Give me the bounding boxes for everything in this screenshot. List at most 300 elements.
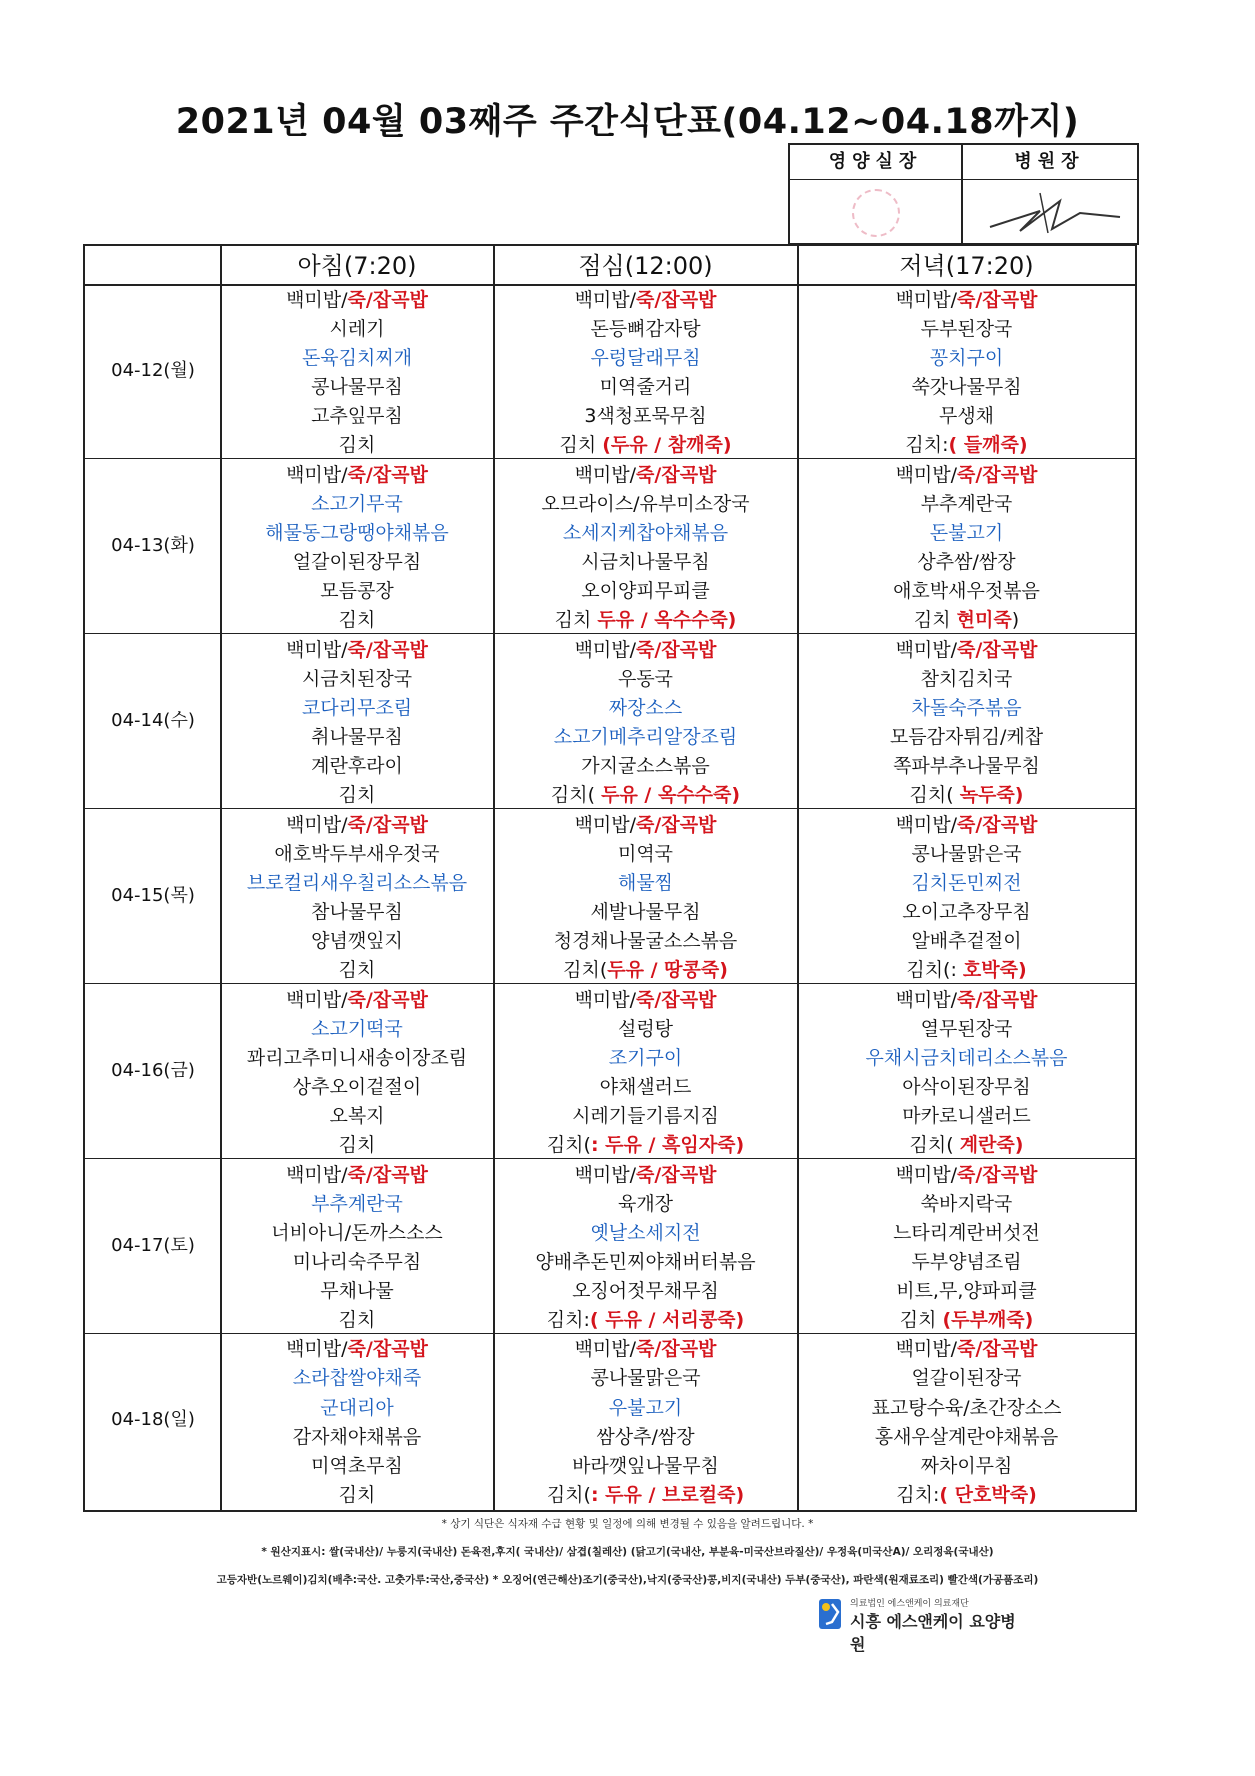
menu-item [221,1161,493,1190]
menu-item [798,606,1135,635]
menu-item [494,1481,797,1510]
menu-item [798,519,1135,548]
menu-item [221,1277,493,1306]
menu-item [221,1364,493,1393]
menu-item-text: 두유 / 옥수수죽) [597,609,737,632]
menu-item-text: 백미밥/ [286,988,348,1011]
menu-item-text: 죽/잡곡밥 [636,1338,717,1361]
menu-item [494,752,797,781]
menu-item-text: 백미밥/ [895,289,958,311]
menu-item [494,431,797,460]
day-date: 04-15(목) [111,884,195,906]
dinner-menu [798,635,1135,811]
menu-item [494,1219,797,1248]
menu-item [221,956,493,985]
menu-item [494,1102,797,1131]
menu-item-text: 미역줄거리 [599,376,692,399]
menu-item [494,344,797,373]
menu-item-text: 죽/잡곡밥 [957,988,1038,1011]
menu-item-text: 죽/잡곡밥 [636,813,717,836]
menu-item [221,344,493,373]
menu-item-text: 브로컬리새우칠리소스볶음 [246,871,468,894]
menu-item-text: 미나리숙주무침 [292,1250,422,1273]
day-row [85,285,1135,459]
lunch-menu [494,1160,797,1336]
menu-item-text: 호박죽) [962,959,1027,982]
menu-item-text: 김치( [909,784,960,807]
menu-item-text: 죽/잡곡밥 [957,1163,1038,1186]
menu-item-text: 김치 [554,609,598,632]
menu-item [221,1044,493,1073]
menu-item-text: 백미밥/ [286,638,348,661]
menu-item-text: 죽/잡곡밥 [347,988,428,1011]
table-header-row [85,246,1135,286]
menu-item [798,344,1135,373]
menu-item-text: 알배추겉절이 [911,930,1022,953]
menu-item-text: 김치 [338,609,376,632]
menu-item-text: 해물찜 [617,871,674,894]
menu-item-text: 미역초무침 [311,1454,403,1477]
menu-item [494,490,797,519]
menu-item-text: 죽/잡곡밥 [636,638,717,661]
menu-item [494,636,797,665]
menu-item-text: 김치( [550,784,602,807]
menu-item-text: 애호박두부새우젓국 [274,842,440,865]
page-title: 2021년 04월 03째주 주간식단표(04.12~04.18까지) [175,102,1080,142]
menu-item-text: (두부깨죽) [942,1308,1034,1331]
menu-item [221,1423,493,1452]
menu-item [798,1102,1135,1131]
dinner-menu [798,985,1135,1161]
menu-item-text: 죽/잡곡밥 [636,463,717,486]
menu-item-text: 아삭이된장무침 [902,1075,1031,1098]
menu-item [798,1335,1135,1364]
menu-item [221,694,493,723]
logo-foundation-name: 의료법인 에스앤케이 의료재단 [850,1599,969,1609]
menu-item-text: 김치돈민찌전 [911,871,1022,894]
director-signature [980,183,1130,239]
menu-item [221,1306,493,1335]
menu-item-text: 콩나물무침 [311,376,403,399]
menu-item [494,811,797,840]
day-date: 04-14(수) [111,709,195,731]
menu-item-text: 백미밥/ [895,1163,958,1186]
menu-item [494,1190,797,1219]
menu-item [221,1015,493,1044]
menu-item-text: 마카로니샐러드 [902,1104,1031,1127]
menu-item-text: 홍새우살계란야채볶음 [874,1425,1059,1448]
menu-item [798,1131,1135,1160]
menu-item-text: 얼갈이된장무침 [292,551,422,574]
menu-item-text: 우렁달래무침 [590,347,701,370]
menu-item-text: 해물동그랑땡야채볶음 [265,522,449,545]
weekly-menu-table [83,244,1137,1512]
menu-item-text: 죽/잡곡밥 [347,813,428,836]
menu-item-text: 죽/잡곡밥 [957,1338,1038,1361]
menu-item-text: 군대리아 [320,1396,394,1419]
menu-item-text: 죽/잡곡밥 [636,1163,717,1186]
menu-item [798,490,1135,519]
menu-item-text: 시금치나물무침 [581,551,710,574]
menu-item [494,519,797,548]
menu-item [494,723,797,752]
menu-item [221,781,493,810]
breakfast-menu [221,810,493,986]
menu-item [798,752,1135,781]
menu-item-text: ) [1011,609,1020,632]
menu-item-text: 돈등뼈감자탕 [590,318,701,341]
menu-item-text: 김치: [546,1308,590,1331]
menu-item-text: 소고기메추리알장조림 [553,726,738,749]
lunch-menu [494,810,797,986]
menu-item [494,1335,797,1364]
approval-director-head: 병원장 [962,145,1137,180]
menu-item [798,898,1135,927]
menu-item-text: 김치( [546,1134,591,1157]
column-divider [797,246,799,1510]
menu-item [798,1044,1135,1073]
menu-item-text: 김치( [546,1483,591,1506]
header-lunch: 점심(12:00) [578,252,713,280]
menu-item-text: 상추오이겉절이 [292,1075,422,1098]
menu-item-text: 김치: [905,434,949,457]
menu-item-text: 김치 [338,1308,376,1331]
menu-item [221,1073,493,1102]
menu-item-text: 현미죽 [956,609,1012,632]
day-date: 04-18(일) [111,1409,195,1431]
menu-item-text: 야채샐러드 [599,1075,692,1098]
menu-item-text: 백미밥/ [286,1338,348,1361]
lunch-menu [494,1334,797,1510]
menu-item [798,1423,1135,1452]
menu-item-text: 꽁치구이 [929,347,1004,370]
menu-item-text: 김치 [338,1134,376,1157]
menu-item-text: 옛날소세지전 [590,1221,701,1244]
breakfast-menu [221,635,493,811]
menu-item-text: 우불고기 [608,1396,683,1419]
lunch-menu [494,985,797,1161]
day-date: 04-17(토) [111,1234,195,1256]
menu-item [798,781,1135,810]
menu-item-text: 쌈상추/쌈장 [596,1425,695,1448]
menu-item-text: 백미밥/ [574,813,637,836]
menu-item [494,927,797,956]
menu-item [221,315,493,344]
day-row [85,460,1135,634]
menu-item [494,1073,797,1102]
menu-item-text: 김치( [909,1134,960,1157]
menu-item-text: 백미밥/ [895,988,958,1011]
menu-item-text: 김치 [338,434,376,457]
menu-item-text: 너비아니/돈까스소스 [271,1221,443,1244]
menu-item-text: 부추계란국 [311,1192,403,1215]
breakfast-menu [221,285,493,461]
menu-item-text: 설렁탕 [617,1017,674,1040]
menu-item [494,606,797,635]
menu-item-text: 두부된장국 [920,318,1013,341]
lunch-menu [494,635,797,811]
menu-item [494,956,797,985]
menu-item-text: 김치(: [906,959,963,982]
menu-item [798,694,1135,723]
menu-item-text: 육개장 [617,1192,674,1215]
menu-item-text: 가지굴소스볶음 [581,755,710,778]
menu-item-text: 무생채 [938,405,995,428]
menu-item-text: 김치 [338,959,376,982]
menu-item-text: 김치 [338,784,376,807]
menu-item [798,431,1135,460]
menu-item-text: 김치 [899,1308,943,1331]
menu-item-text: 애호박새우젓볶음 [893,580,1040,603]
lunch-menu [494,285,797,461]
menu-item [798,1073,1135,1102]
menu-item [494,1248,797,1277]
menu-item [221,1102,493,1131]
menu-item-text: 쑥바지락국 [920,1192,1013,1215]
origin-notice: * 원산지표시: 쌀(국내산)/ 누룽지(국내산) 돈육전,후지( 국내산)/ 삼겹(칠레산) (닭고기(국내산, 부분육-미국산브라질산)/ 우정육(미국산A)/ 오리정육(국내산) [261,1546,994,1558]
menu-item [798,869,1135,898]
menu-item-text: 시레기 [329,318,385,341]
menu-item-text: 죽/잡곡밥 [957,289,1038,311]
menu-item [798,1015,1135,1044]
menu-item [798,1219,1135,1248]
menu-item [221,986,493,1015]
menu-item-text: 오이고추장무침 [902,900,1031,923]
menu-item-text: 취나물무침 [311,726,403,749]
menu-item-text: 3색청포묵무침 [584,405,707,428]
day-row [85,1160,1135,1334]
menu-item-text: 두부양념조림 [911,1250,1022,1273]
menu-item-text: 죽/잡곡밥 [636,289,717,311]
menu-item-text: 표고탕수육/초간장소스 [871,1396,1062,1419]
menu-item-text: 백미밥/ [895,1338,958,1361]
menu-item [494,1044,797,1073]
menu-item-text: 미역국 [617,842,674,865]
menu-item-text: 죽/잡곡밥 [347,463,428,486]
menu-item [798,1190,1135,1219]
menu-item [494,781,797,810]
menu-item-text: 우채시금치데리소스볶음 [865,1046,1068,1069]
menu-item [221,1394,493,1423]
day-row [85,635,1135,809]
menu-item [221,606,493,635]
origin-notice-2: 고등자반(노르웨이)김치(배추:국산. 고춧가루:국산,중국산) * 오징어(연근해산)조기(중국산),낙지(중국산)콩,비지(국내산) 두부(중국산), 파란색(원재료조리) 빨간색(가공품조리) [216,1574,1039,1586]
menu-item [798,1452,1135,1481]
menu-item [221,548,493,577]
menu-item [798,402,1135,431]
menu-item-text: 콩나물맑은국 [590,1367,701,1390]
menu-item [221,811,493,840]
menu-item-text: 백미밥/ [574,1163,637,1186]
menu-item [494,1452,797,1481]
menu-item [494,665,797,694]
menu-item-text: 코다리무조림 [301,696,413,719]
menu-item-text: 오므라이스/유부미소장국 [541,492,750,515]
menu-item-text: 양념깻잎지 [311,930,403,953]
menu-item-text: 녹두죽) [959,784,1024,807]
menu-item-text: 비트,무,양파피클 [896,1279,1037,1302]
menu-item [798,577,1135,606]
day-date: 04-16(금) [111,1059,195,1081]
menu-item-text: 쑥갓나물무침 [911,376,1022,399]
menu-item [221,577,493,606]
menu-item-text: 죽/잡곡밥 [636,988,717,1011]
menu-item [798,636,1135,665]
menu-item-text: 두유 / 땅콩죽) [607,959,728,982]
approval-nutrition-head: 영양실장 [790,145,962,180]
menu-item [221,461,493,490]
day-row [85,1334,1135,1507]
menu-item-text: 죽/잡곡밥 [957,463,1038,486]
menu-item-text: 김치: [896,1483,940,1506]
menu-item-text: 소고기떡국 [311,1017,403,1040]
menu-item [221,636,493,665]
menu-item-text: : 두유 / 브로컬죽) [590,1483,745,1506]
dinner-menu [798,285,1135,461]
menu-item-text: 백미밥/ [286,1163,348,1186]
menu-item-text: 느타리계란버섯전 [893,1221,1040,1244]
menu-item-text: 죽/잡곡밥 [957,813,1038,836]
menu-item-text: 우동국 [617,667,674,690]
menu-item [221,898,493,927]
menu-item-text: 계란죽) [959,1134,1024,1157]
menu-item [221,1481,493,1510]
menu-item-text: 김치 [913,609,957,632]
menu-item [494,1015,797,1044]
menu-item-text: 백미밥/ [286,463,348,486]
menu-item-text: (두유 / 참깨죽) [602,434,732,457]
menu-item [494,1364,797,1393]
menu-item [494,986,797,1015]
menu-item [221,490,493,519]
day-date: 04-13(화) [111,534,195,556]
menu-item-text: ( 두유 / 서리콩죽) [589,1308,745,1331]
menu-item [221,1219,493,1248]
menu-item-text: 죽/잡곡밥 [347,1163,428,1186]
menu-item [798,286,1135,315]
menu-item-text: 참치김치국 [920,667,1013,690]
menu-item-text: 짜차이무침 [920,1454,1013,1477]
menu-item [798,461,1135,490]
menu-item-text: 고추잎무침 [311,405,403,428]
menu-item-text: 쪽파부추나물무침 [893,755,1040,778]
menu-item [221,723,493,752]
menu-item-text: 열무된장국 [920,1017,1013,1040]
menu-item-text: 콩나물맑은국 [911,842,1022,865]
menu-item [798,811,1135,840]
menu-item-text: 조기구이 [608,1046,683,1069]
menu-item [494,1277,797,1306]
header-breakfast: 아침(7:20) [297,252,417,280]
menu-item [221,665,493,694]
menu-item [221,1190,493,1219]
menu-item [494,694,797,723]
menu-item [798,315,1135,344]
menu-item-text: ( 단호박죽) [939,1483,1037,1506]
dinner-menu [798,1160,1135,1336]
menu-item-text: 참나물무침 [311,900,403,923]
menu-item [221,373,493,402]
change-notice: * 상기 식단은 식자재 수급 현황 및 일정에 의해 변경될 수 있음을 알려드립니다. * [441,1518,814,1530]
menu-item-text: 오복지 [329,1104,385,1127]
menu-item [494,1394,797,1423]
breakfast-menu [221,985,493,1161]
day-row [85,985,1135,1159]
menu-item-text: 차돌숙주볶음 [911,696,1022,719]
menu-item-text: 시금치된장국 [301,667,413,690]
menu-item-text: 김치( [563,959,608,982]
dinner-menu [798,810,1135,986]
menu-item-text: 양배추돈민찌야채버터볶음 [535,1250,756,1273]
menu-item [221,752,493,781]
hospital-logo [818,1596,1018,1654]
menu-item-text: 바라깻잎나물무침 [572,1454,719,1477]
menu-item [798,1394,1135,1423]
menu-item-text: 부추계란국 [920,492,1013,515]
dinner-menu [798,460,1135,636]
menu-item [221,869,493,898]
menu-item [494,461,797,490]
menu-item-text: 오징어젓무채무침 [572,1279,719,1302]
menu-item-text: 꽈리고추미니새송이장조림 [246,1046,468,1069]
menu-item [798,927,1135,956]
menu-item [798,1161,1135,1190]
menu-item-text: 백미밥/ [574,289,637,311]
menu-item-text: 짜장소스 [608,696,683,719]
menu-item [798,986,1135,1015]
menu-item [494,1131,797,1160]
hospital-logo-icon [818,1598,842,1630]
menu-item [221,840,493,869]
day-row [85,810,1135,984]
menu-item [798,1481,1135,1510]
day-date: 04-12(월) [111,360,195,381]
menu-item [798,1364,1135,1393]
menu-item [798,548,1135,577]
menu-item [494,315,797,344]
header-dinner: 저녁(17:20) [899,252,1034,280]
menu-item [494,869,797,898]
menu-item [494,898,797,927]
column-divider [493,246,495,1510]
menu-item [221,1248,493,1277]
menu-item-text: 상추쌈/쌈장 [917,551,1016,574]
menu-item-text: 백미밥/ [286,289,348,311]
breakfast-menu [221,1334,493,1510]
menu-item [494,577,797,606]
menu-item [221,1335,493,1364]
menu-item [798,1306,1135,1335]
dinner-menu [798,1334,1135,1510]
menu-item-text: 백미밥/ [574,988,637,1011]
menu-item [798,1277,1135,1306]
menu-item-text: 죽/잡곡밥 [347,1338,428,1361]
menu-item [221,286,493,315]
menu-item-text: 감자채야채볶음 [292,1425,422,1448]
menu-item-text: 죽/잡곡밥 [957,638,1038,661]
menu-item-text: 시레기들기름지짐 [572,1104,719,1127]
menu-item [221,1131,493,1160]
approval-divider [961,145,963,243]
menu-item-text: 소고기무국 [311,492,403,515]
menu-item [221,431,493,460]
menu-item-text: 돈불고기 [929,522,1004,545]
menu-item [798,665,1135,694]
menu-item-text: 백미밥/ [574,463,637,486]
column-divider [220,246,222,1510]
menu-item-text: 김치 [559,434,603,457]
menu-item-text: 얼갈이된장국 [911,1367,1022,1390]
